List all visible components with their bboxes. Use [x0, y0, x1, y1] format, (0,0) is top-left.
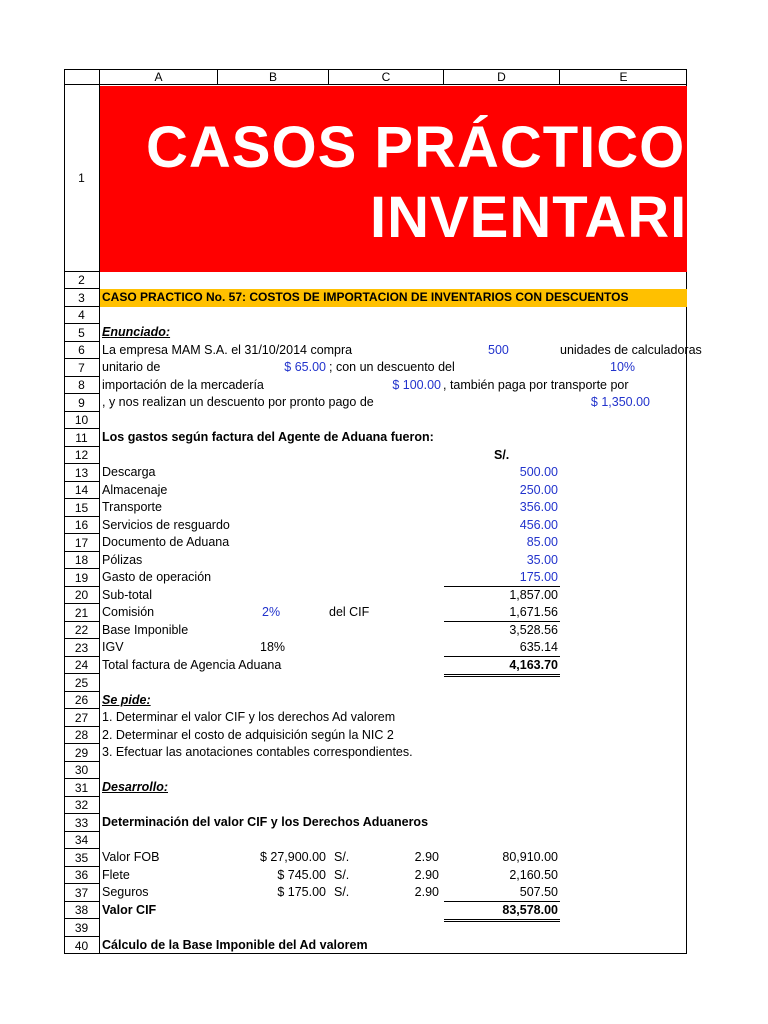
r8-amount: $ 100.00: [392, 378, 441, 392]
igv-pct: 18%: [260, 640, 286, 654]
gasto-value: 85.00: [526, 535, 558, 549]
igv-label: IGV: [102, 640, 124, 654]
r9-text: , y nos realizan un descuento por pronto pago de: [102, 395, 374, 409]
row-header[interactable]: 10: [64, 412, 100, 429]
row-header[interactable]: 25: [64, 674, 100, 692]
row-header[interactable]: 30: [64, 762, 100, 779]
gasto-label: Descarga: [102, 465, 156, 479]
comision-pct: 2%: [262, 605, 281, 619]
gasto-label: Pólizas: [102, 553, 143, 567]
row-header[interactable]: 34: [64, 832, 100, 849]
gasto-label: Servicios de resguardo: [102, 518, 230, 532]
row-header[interactable]: 28: [64, 727, 100, 744]
subtotal-value: 1,857.00: [509, 588, 558, 602]
row-header[interactable]: 37: [64, 884, 100, 902]
gasto-value: 175.00: [444, 569, 560, 587]
column-header-c[interactable]: C: [329, 69, 444, 85]
r8-text: importación de la mercadería: [102, 378, 264, 392]
desarrollo-heading: Desarrollo:: [102, 780, 168, 794]
r9-amount: $ 1,350.00: [590, 395, 650, 409]
row-header[interactable]: 26: [64, 692, 100, 709]
row-header[interactable]: 32: [64, 797, 100, 814]
cif-row-pen: 507.50: [444, 884, 560, 902]
row-header[interactable]: 22: [64, 622, 100, 639]
igv-value: 635.14: [444, 639, 560, 657]
row-header[interactable]: 16: [64, 517, 100, 534]
cif-total-label: Valor CIF: [102, 903, 157, 917]
cif-row-label: Seguros: [102, 885, 149, 899]
row-header[interactable]: 29: [64, 744, 100, 762]
se-pide-item: 1. Determinar el valor CIF y los derechos Ad valorem: [102, 710, 396, 724]
gasto-value: 500.00: [519, 465, 558, 479]
row-header[interactable]: 20: [64, 587, 100, 604]
cif-row-usd: $ 745.00: [277, 868, 326, 882]
gasto-label: Gasto de operación: [102, 570, 212, 584]
gastos-heading: Los gastos según factura del Agente de Aduana fueron:: [102, 430, 434, 444]
r6-qty: 500: [488, 343, 509, 357]
cif-row-currency: S/.: [334, 868, 350, 882]
row-header[interactable]: 11: [64, 429, 100, 447]
r6-tail: unidades de calculadoras: [560, 343, 702, 357]
base-value: 3,528.56: [509, 623, 558, 637]
base-imponible-heading: Cálculo de la Base Imponible del Ad valorem: [102, 938, 368, 952]
row-header[interactable]: 33: [64, 814, 100, 832]
banner-title-line1: CASOS PRÁCTICO: [146, 115, 686, 180]
cif-row-pen: 2,160.50: [509, 868, 558, 882]
column-header-d[interactable]: D: [444, 69, 560, 85]
gasto-label: Transporte: [102, 500, 162, 514]
cif-row-label: Flete: [102, 868, 130, 882]
row-header[interactable]: 3: [64, 289, 100, 307]
se-pide-item: 2. Determinar el costo de adquisición según la NIC 2: [102, 728, 394, 742]
cif-row-currency: S/.: [334, 885, 350, 899]
row-header[interactable]: 7: [64, 359, 100, 377]
corner-cell[interactable]: [64, 69, 100, 85]
gasto-value: 356.00: [519, 500, 558, 514]
row-header[interactable]: 13: [64, 464, 100, 482]
comision-base: del CIF: [329, 605, 370, 619]
gasto-value: 35.00: [526, 553, 558, 567]
gasto-label: Documento de Aduana: [102, 535, 230, 549]
r8-tail: , también paga por transporte por: [443, 378, 629, 392]
cif-row-pen: 80,910.00: [502, 850, 558, 864]
title-banner[interactable]: [100, 86, 687, 272]
column-header-a[interactable]: A: [100, 69, 218, 85]
row-header[interactable]: 38: [64, 902, 100, 919]
row-header[interactable]: 8: [64, 377, 100, 394]
row-header[interactable]: 21: [64, 604, 100, 622]
cif-row-rate: 2.90: [414, 850, 439, 864]
cif-row-label: Valor FOB: [102, 850, 160, 864]
total-value: 4,163.70: [444, 657, 560, 677]
comision-label: Comisión: [102, 605, 155, 619]
case-title: CASO PRACTICO No. 57: COSTOS DE IMPORTACION DE INVENTARIOS CON DESCUENTOS: [102, 290, 629, 304]
row-header[interactable]: 4: [64, 307, 100, 324]
gasto-value: 250.00: [519, 483, 558, 497]
se-pide-item: 3. Efectuar las anotaciones contables correspondientes.: [102, 745, 413, 759]
cif-total-value: 83,578.00: [444, 902, 560, 922]
comision-value: 1,671.56: [444, 604, 560, 622]
row-header[interactable]: 19: [64, 569, 100, 587]
row-header[interactable]: 5: [64, 324, 100, 342]
gastos-currency: S/.: [494, 448, 510, 462]
r7-text: unitario de: [102, 360, 161, 374]
base-label: Base Imponible: [102, 623, 189, 637]
row-header[interactable]: 40: [64, 937, 100, 954]
cif-row-currency: S/.: [334, 850, 350, 864]
row-header[interactable]: 39: [64, 919, 100, 937]
r7-price: $ 65.00: [284, 360, 326, 374]
row-header[interactable]: 14: [64, 482, 100, 499]
column-header-e[interactable]: E: [560, 69, 687, 85]
gasto-value: 456.00: [519, 518, 558, 532]
row-header[interactable]: 9: [64, 394, 100, 412]
row-header[interactable]: 31: [64, 779, 100, 797]
column-header-b[interactable]: B: [218, 69, 329, 85]
row-header[interactable]: 12: [64, 447, 100, 464]
row-header[interactable]: 15: [64, 499, 100, 517]
row-header[interactable]: 18: [64, 552, 100, 569]
row-header[interactable]: 1: [64, 85, 100, 272]
cif-row-rate: 2.90: [414, 885, 439, 899]
enunciado-heading: Enunciado:: [102, 325, 171, 339]
spreadsheet: [64, 69, 702, 954]
row-header[interactable]: 23: [64, 639, 100, 657]
row-header[interactable]: 24: [64, 657, 100, 674]
r7-mid: ; con un descuento del: [329, 360, 455, 374]
banner-title-line2: INVENTARI: [370, 185, 688, 250]
row-header[interactable]: 27: [64, 709, 100, 727]
cif-row-rate: 2.90: [414, 868, 439, 882]
cif-heading: Determinación del valor CIF y los Derechos Aduaneros: [102, 815, 429, 829]
row-header[interactable]: 36: [64, 867, 100, 884]
cif-row-usd: $ 27,900.00: [259, 850, 326, 864]
row-header[interactable]: 2: [64, 272, 100, 289]
subtotal-label: Sub-total: [102, 588, 153, 602]
se-pide-heading: Se pide:: [102, 693, 151, 707]
row-header[interactable]: 35: [64, 849, 100, 867]
row-header[interactable]: 6: [64, 342, 100, 359]
r6-text: La empresa MAM S.A. el 31/10/2014 compra: [102, 343, 353, 357]
r7-pct: 10%: [610, 360, 636, 374]
total-label: Total factura de Agencia Aduana: [102, 658, 282, 672]
cif-row-usd: $ 175.00: [277, 885, 326, 899]
row-header[interactable]: 17: [64, 534, 100, 552]
gasto-label: Almacenaje: [102, 483, 168, 497]
